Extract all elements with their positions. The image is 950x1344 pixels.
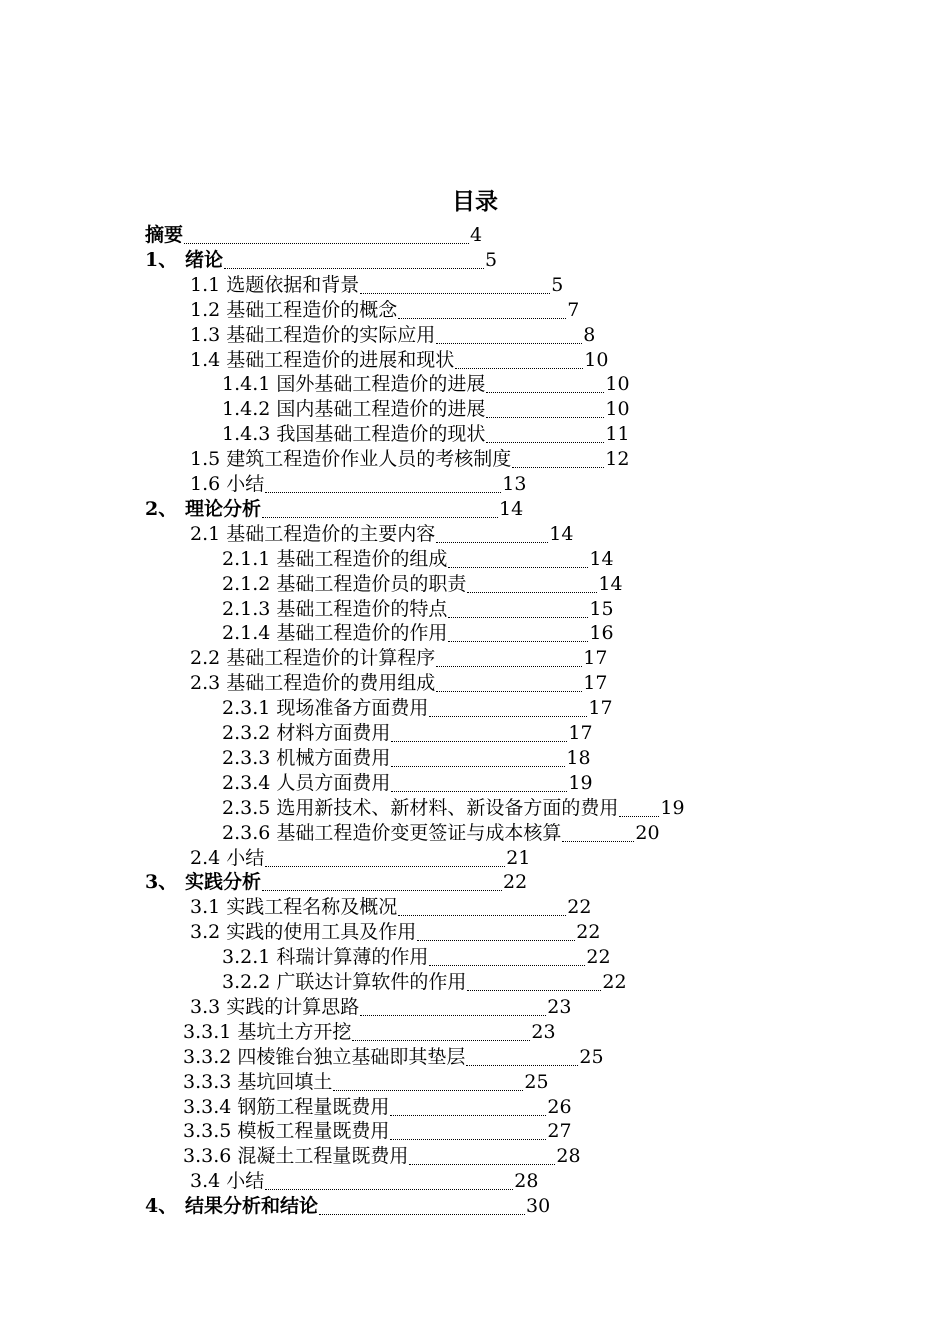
toc-entry-page: 10 (605, 398, 630, 421)
toc-entry-label: 2.4 小结 (190, 846, 265, 869)
dot-leader (448, 641, 588, 642)
toc-entry[interactable] (183, 1144, 581, 1169)
toc-entry-label: 2.3.4 人员方面费用 (222, 771, 391, 794)
toc-entry-label: 3.2.2 广联达计算软件的作用 (222, 971, 467, 993)
dot-leader (436, 343, 582, 344)
toc-entry-label: 2.3.2 材料方面费用 (222, 722, 391, 744)
toc-entry-page: 22 (567, 896, 592, 919)
toc-entry[interactable] (183, 1020, 556, 1045)
toc-entry-page: 7 (567, 298, 580, 321)
toc-entry[interactable] (222, 696, 613, 721)
toc-entry-page: 22 (576, 921, 601, 944)
toc-entry[interactable] (222, 572, 623, 597)
toc-entry[interactable] (222, 746, 591, 771)
toc-entry-page: 28 (556, 1145, 581, 1168)
toc-entry-label: 1.4.2 国内基础工程造价的进展 (222, 398, 486, 421)
toc-entry-page: 23 (531, 1020, 556, 1043)
toc-entry-label: 绪论 (185, 248, 224, 271)
toc-entry[interactable] (222, 721, 593, 746)
toc-entry-number: 4、 (145, 1195, 178, 1218)
toc-entry-number: 2、 (145, 497, 178, 520)
toc-entry-page: 30 (526, 1195, 551, 1218)
toc-entry-label: 2.3.3 机械方面费用 (222, 746, 391, 769)
toc-entry-label: 1.3 基础工程造价的实际应用 (190, 323, 436, 346)
toc-entry-page: 22 (586, 946, 611, 969)
toc-entry[interactable] (222, 372, 630, 397)
dot-leader (262, 517, 498, 518)
dot-leader (467, 592, 597, 593)
toc-entry[interactable] (190, 472, 526, 497)
toc-entry-label: 3.3.2 四棱锥台独立基础即其垫层 (183, 1045, 466, 1068)
toc-entry[interactable] (183, 1045, 604, 1070)
dot-leader (486, 417, 604, 418)
toc-entry-page: 17 (568, 722, 593, 744)
toc-entry[interactable] (190, 1169, 538, 1194)
dot-leader (448, 617, 588, 618)
dot-leader (265, 866, 505, 867)
dot-leader (265, 1189, 513, 1190)
dot-leader (429, 716, 587, 717)
dot-leader (562, 841, 634, 842)
toc-entry[interactable] (222, 821, 660, 846)
toc-entry-label: 2.1.3 基础工程造价的特点 (222, 597, 448, 620)
toc-entry[interactable] (190, 920, 600, 945)
toc-entry[interactable] (222, 397, 630, 422)
toc-entry-page: 14 (499, 497, 524, 520)
toc-entry-label: 3.3.5 模板工程量既费用 (183, 1120, 390, 1143)
toc-entry[interactable] (222, 796, 685, 821)
toc-entry[interactable] (222, 771, 593, 796)
toc-entry-label: 摘要 (145, 224, 184, 246)
dot-leader (512, 467, 604, 468)
toc-entry-page: 16 (589, 622, 614, 645)
toc-entry[interactable] (222, 547, 614, 572)
toc-entry-page: 19 (568, 771, 593, 794)
toc-entry[interactable] (190, 348, 608, 373)
toc-entry-number: 3、 (145, 871, 178, 894)
toc-entry-label: 2.1.4 基础工程造价的作用 (222, 622, 448, 645)
toc-entry-page: 17 (583, 647, 608, 670)
toc-entry[interactable] (190, 273, 563, 298)
toc-entry-label: 1.5 建筑工程造价作业人员的考核制度 (190, 448, 512, 471)
toc-entry-page: 27 (547, 1120, 572, 1143)
toc-entry-label: 2.3.1 现场准备方面费用 (222, 697, 429, 720)
toc-entry[interactable] (222, 621, 614, 646)
toc-entry[interactable] (222, 945, 611, 970)
toc-entry[interactable] (222, 597, 614, 622)
toc-entry-label: 1.6 小结 (190, 473, 265, 495)
toc-entry[interactable] (190, 846, 530, 871)
toc-entry-page: 22 (503, 871, 528, 894)
dot-leader (417, 940, 575, 941)
toc-entry[interactable] (145, 870, 527, 895)
dot-leader (391, 791, 567, 792)
toc-entry-page: 13 (502, 473, 527, 495)
toc-entry-label: 3.4 小结 (190, 1170, 265, 1193)
toc-entry-label: 1.4.3 我国基础工程造价的现状 (222, 423, 486, 446)
toc-entry[interactable] (190, 522, 573, 547)
dot-leader (398, 915, 566, 916)
dot-leader (448, 567, 588, 568)
toc-entry[interactable] (190, 895, 591, 920)
toc-entry-label: 3.2 实践的使用工具及作用 (190, 921, 417, 944)
toc-entry[interactable] (145, 223, 482, 248)
toc-entry[interactable] (145, 248, 497, 273)
toc-entry[interactable] (183, 1095, 572, 1120)
dot-leader (486, 392, 604, 393)
toc-entry-label: 1.4 基础工程造价的进展和现状 (190, 348, 455, 371)
dot-leader (436, 691, 582, 692)
dot-leader (429, 965, 585, 966)
toc-entry-label: 1.1 选题依据和背景 (190, 273, 360, 296)
toc-entry-label: 2.3.5 选用新技术、新材料、新设备方面的费用 (222, 796, 619, 819)
dot-leader (391, 766, 565, 767)
toc-entry[interactable] (190, 671, 607, 696)
toc-entry-label: 3.1 实践工程名称及概况 (190, 896, 398, 919)
toc-entry-page: 22 (602, 971, 627, 993)
dot-leader (360, 293, 550, 294)
dot-leader (455, 368, 583, 369)
toc-entry[interactable] (222, 970, 627, 995)
dot-leader (619, 816, 659, 817)
toc-entry[interactable] (190, 323, 595, 348)
toc-entry-page: 18 (566, 746, 591, 769)
dot-leader (390, 1115, 546, 1116)
toc-entry-page: 8 (583, 323, 596, 346)
dot-leader (436, 542, 548, 543)
toc-entry-page: 4 (470, 224, 483, 246)
dot-leader (333, 1090, 523, 1091)
toc-entry-page: 25 (524, 1070, 549, 1093)
toc-entry-label: 2.3.6 基础工程造价变更签证与成本核算 (222, 821, 562, 844)
toc-entry[interactable] (222, 422, 630, 447)
toc-entry-label: 2.1.2 基础工程造价员的职责 (222, 572, 467, 595)
toc-entry-label: 2.1.1 基础工程造价的组成 (222, 547, 448, 570)
toc-entry-label: 2.2 基础工程造价的计算程序 (190, 647, 436, 670)
toc-entry-page: 5 (551, 273, 564, 296)
toc-entry-page: 19 (660, 796, 685, 819)
toc-entry-label: 3.3.6 混凝土工程量既费用 (183, 1145, 409, 1168)
toc-entry-label: 2.3 基础工程造价的费用组成 (190, 672, 436, 695)
toc-entry-label: 3.3.3 基坑回填土 (183, 1070, 333, 1093)
toc-entry[interactable] (145, 497, 523, 522)
toc-entry-label: 3.3.4 钢筋工程量既费用 (183, 1095, 390, 1118)
dot-leader (466, 1065, 578, 1066)
toc-entry-page: 11 (605, 423, 630, 446)
toc-entry-page: 10 (584, 348, 609, 371)
toc-entry[interactable] (145, 1194, 550, 1219)
toc-title: 目录 (452, 189, 498, 215)
toc-entry[interactable] (190, 995, 571, 1020)
toc-entry-page: 28 (514, 1170, 539, 1193)
toc-entry-label: 3.2.1 科瑞计算薄的作用 (222, 946, 429, 969)
dot-leader (391, 741, 567, 742)
toc-entry-page: 12 (605, 448, 630, 471)
toc-entry-page: 20 (635, 821, 660, 844)
dot-leader (184, 243, 469, 244)
dot-leader (467, 990, 601, 991)
dot-leader (265, 492, 501, 493)
toc-entry-label: 1.2 基础工程造价的概念 (190, 298, 398, 321)
dot-leader (390, 1139, 546, 1140)
toc-entry-page: 5 (485, 248, 498, 271)
dot-leader (360, 1015, 546, 1016)
toc-entry[interactable] (190, 646, 607, 671)
dot-leader (352, 1040, 530, 1041)
toc-entry-page: 14 (549, 522, 574, 545)
dot-leader (436, 666, 582, 667)
toc-entry-number: 1、 (145, 248, 178, 271)
toc-entry-label: 3.3 实践的计算思路 (190, 995, 360, 1018)
toc-entry-label: 1.4.1 国外基础工程造价的进展 (222, 373, 486, 396)
dot-leader (486, 442, 604, 443)
toc-entry[interactable] (190, 298, 579, 323)
dot-leader (262, 890, 502, 891)
toc-entry-page: 14 (598, 572, 623, 595)
toc-entry-page: 26 (547, 1095, 572, 1118)
toc-entry-label: 3.3.1 基坑土方开挖 (183, 1020, 352, 1043)
dot-leader (398, 318, 566, 319)
toc-entry-page: 10 (605, 373, 630, 396)
toc-entry[interactable] (183, 1119, 572, 1144)
toc-entry-page: 23 (547, 995, 572, 1018)
toc-entry-page: 25 (579, 1045, 604, 1068)
toc-entry-label: 实践分析 (185, 871, 262, 894)
toc-entry-label: 2.1 基础工程造价的主要内容 (190, 522, 436, 545)
dot-leader (319, 1214, 525, 1215)
toc-entry[interactable] (183, 1070, 549, 1095)
toc-entry-label: 结果分析和结论 (185, 1195, 319, 1218)
toc-entry-page: 17 (583, 672, 608, 695)
dot-leader (224, 268, 484, 269)
toc-entry-page: 15 (589, 597, 614, 620)
toc-entry[interactable] (190, 447, 629, 472)
dot-leader (409, 1164, 555, 1165)
toc-entry-page: 17 (588, 697, 613, 720)
toc-entry-page: 14 (589, 547, 614, 570)
toc-entry-label: 理论分析 (185, 497, 262, 520)
toc-entry-page: 21 (506, 846, 531, 869)
